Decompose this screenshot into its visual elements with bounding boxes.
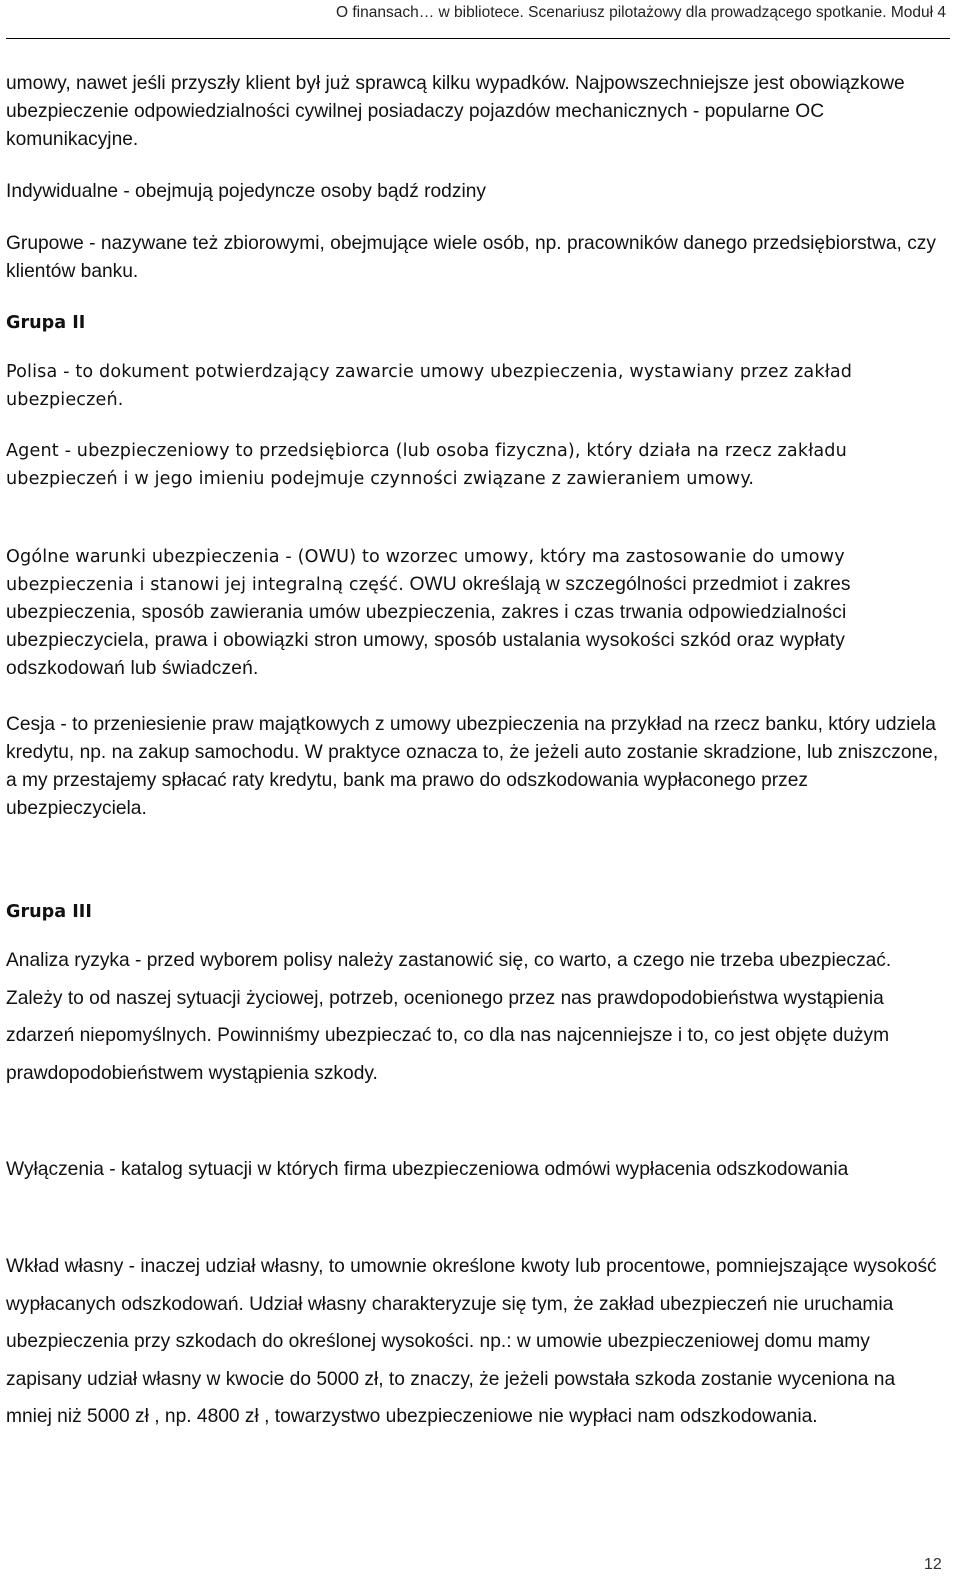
- running-header: O finansach… w bibliotece. Scenariusz pilotażowy dla prowadzącego spotkanie. Moduł 4: [335, 4, 946, 21]
- paragraph-oc-intro: umowy, nawet jeśli przyszły klient był już sprawcą kilku wypadków. Najpowszechniejsze jest obowiązkowe ubezpieczenie odpowiedzialności cywilnej posiadaczy pojazdów mechanicznych - popularne OC komunikacyjne.: [6, 73, 905, 150]
- header-divider: [6, 38, 950, 39]
- paragraph-risk-analysis: Analiza ryzyka - przed wyborem polisy należy zastanowić się, co warto, a czego nie trzeba ubezpieczać. Zależy to od naszej sytuacji życiowej, potrzeb, ocenionego przez nas prawdopodobieństwa wystąpienia zdarzeń niepomyślnych. Powinniśmy ubezpieczać to, co dla nas najcenniejsze i to, co jest objęte dużym prawdopodobieństwem wystąpienia szkody.: [6, 950, 892, 1084]
- paragraph-own-contribution: Wkład własny - inaczej udział własny, to umownie określone kwoty lub procentowe, pomniejszające wysokość wypłacanych odszkodowań. Udział własny charakteryzuje się tym, że zakład ubezpieczeń nie uruchamia ubezpieczenia przy szkodach do określonej wysokości. np.: w umowie ubezpieczeniowej domu mamy zapisany udział własny w kwocie do 5000 zł, to znaczy, że jeżeli powstała szkoda zostanie wyceniona na mniej niż 5000 zł , np. 4800 zł , towarzystwo ubezpieczeniowe nie wypłaci nam odszkodowania.: [6, 1256, 937, 1427]
- paragraph-owu: [6, 543, 946, 683]
- heading-group-3: Grupa III: [6, 902, 92, 922]
- paragraph-individual: Indywidualne - obejmują pojedyncze osoby bądź rodziny: [6, 181, 486, 202]
- owu-definition: Ogólne warunki ubezpieczenia - (OWU) to wzorzec umowy, który ma zastosowanie do umowy ubezpieczenia i stanowi jej integralną część.: [6, 547, 845, 595]
- owu-details: OWU określają w szczególności przedmiot i zakres ubezpieczenia, sposób zawierania umów ubezpieczenia, zakres i czas trwania odpowiedzialności ubezpieczyciela, prawa i obowiązki stron umowy, sposób ustalania wysokości szkód oraz wypłaty odszkodowań lub świadczeń.: [6, 574, 851, 679]
- heading-group-2: Grupa II: [6, 313, 86, 333]
- page-number: 12: [924, 1556, 942, 1573]
- paragraph-exclusions: Wyłączenia - katalog sytuacji w których firma ubezpieczeniowa odmówi wypłacenia odszkodowania: [6, 1159, 849, 1180]
- paragraph-group: Grupowe - nazywane też zbiorowymi, obejmujące wiele osób, np. pracowników danego przedsiębiorstwa, czy klientów banku.: [6, 233, 936, 282]
- paragraph-polisa: Polisa - to dokument potwierdzający zawarcie umowy ubezpieczenia, wystawiany przez zakład ubezpieczeń.: [6, 362, 853, 410]
- paragraph-cesja: Cesja - to przeniesienie praw majątkowych z umowy ubezpieczenia na przykład na rzecz banku, który udziela kredytu, np. na zakup samochodu. W praktyce oznacza to, że jeżeli auto zostanie skradzione, lub zniszczone, a my przestajemy spłacać raty kredytu, bank ma prawo do odszkodowania wypłaconego przez ubezpieczyciela.: [6, 714, 939, 819]
- paragraph-agent: Agent - ubezpieczeniowy to przedsiębiorca (lub osoba fizyczna), który działa na rzecz zakładu ubezpieczeń i w jego imieniu podejmuje czynności związane z zawieraniem umowy.: [6, 441, 847, 489]
